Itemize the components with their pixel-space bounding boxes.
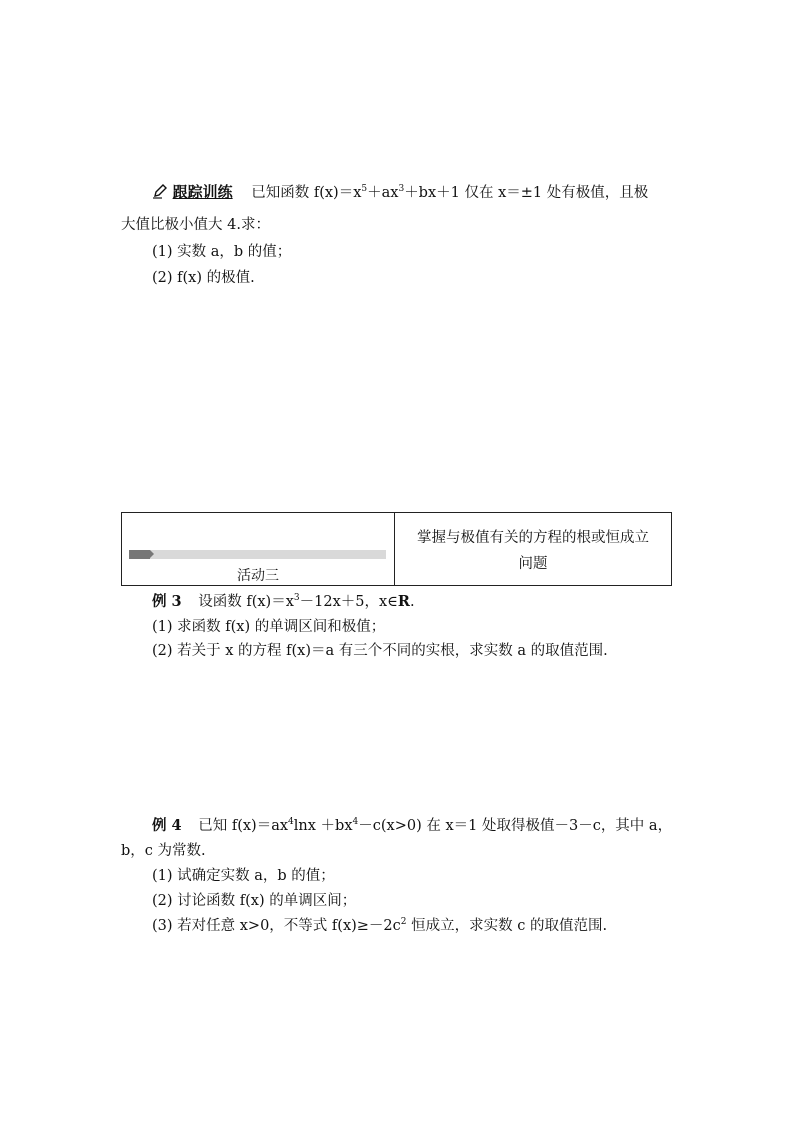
activity-topic-cell [395,513,671,585]
practice-header [152,182,648,203]
practice-question-1: (1) 实数 a，b 的值； [152,244,292,260]
example4-stem-continued: b，c 为常数. [121,843,206,859]
activity-table [121,512,672,586]
example3-question-1: (1) 求函数 f(x) 的单调区间和极值； [152,619,386,635]
example4-question-1: (1) 试确定实数 a，b 的值； [152,868,335,884]
activity-label: 活动三 [237,568,279,584]
practice-question-2: (2) f(x) 的极值. [152,270,255,286]
example4-stem: 例 4 已知 $f(x)=ax^4\ln x +bx^4-c(x>0)$ 在 x＝1 处取得极值－3－c，其中 a， [152,817,673,834]
activity-cell [122,513,395,585]
example4-question-2: (2) 讨论函数 f(x) 的单调区间； [152,893,357,909]
example3-stem: 例 3 设函数 $f(x)=x^3-12x+5$，x∈R. [152,593,415,610]
pencil-icon [152,185,173,201]
example4-label: 例 4 [152,817,182,834]
example3-label: 例 3 [152,593,182,610]
example3-question-2: (2) 若关于 x 的方程 f(x)＝a 有三个不同的实根，求实数 a 的取值范围. [152,643,608,659]
example4-question-3: (3) 若对任意 x>0，不等式 $f(x)\ge-2c^2$ 恒成立，求实数 c 的取值范围. [152,917,608,934]
activity-progress-fill [129,550,150,559]
activity-topic: 掌握与极值有关的方程的根或恒成立 问题 [417,530,649,572]
practice-stem-continued: 大值比极小值大 4.求： [121,217,270,233]
practice-tag: 跟踪训练 [172,183,233,201]
activity-progress-bar [129,550,386,559]
progress-tip-icon [150,550,154,558]
practice-stem: 已知函数 $f(x)=x^5+ax^3+bx+1$ 仅在 x＝±1 处有极值，且极 [251,184,649,201]
